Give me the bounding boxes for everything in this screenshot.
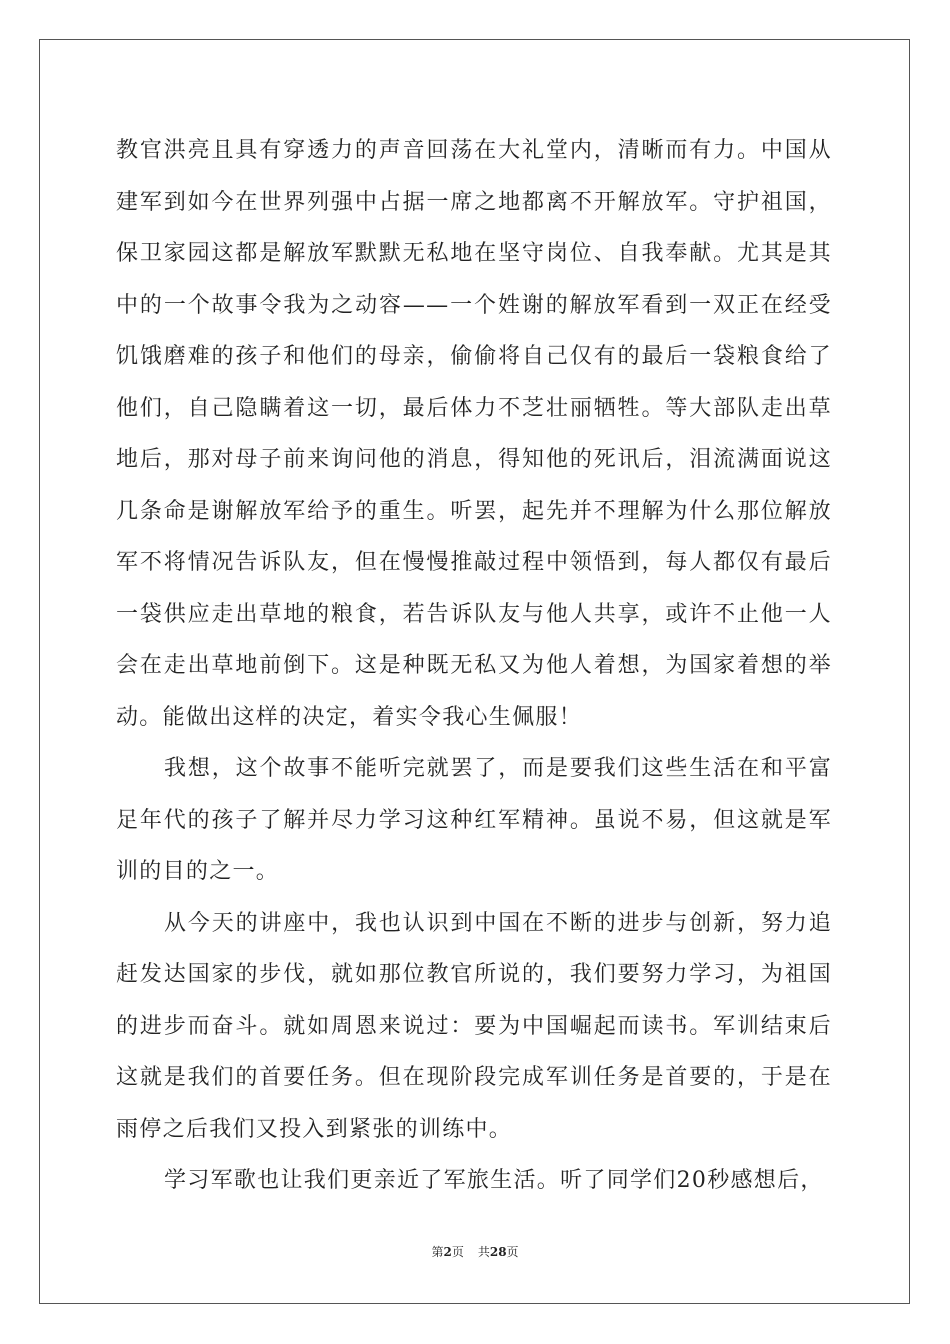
- page-number: 2: [443, 1245, 452, 1259]
- total-pages: 28: [489, 1245, 507, 1259]
- page-suffix: 页: [451, 1245, 464, 1259]
- paragraph-4: 学习军歌也让我们更亲近了军旅生活。听了同学们20秒感想后，: [164, 1168, 824, 1193]
- page-footer: [0, 1243, 950, 1260]
- paragraph-2: 我想，这个故事不能听完就罢了，而是要我们这些生活在和平富足年代的孩子了解并尽力学习这种红军精神。虽说不易，但这就是军训的目的之一。: [116, 756, 832, 884]
- total-prefix: 共: [477, 1245, 490, 1259]
- page-prefix: 第: [431, 1245, 444, 1259]
- document-body: [116, 125, 832, 1207]
- paragraph-1: 教官洪亮且具有穿透力的声音回荡在大礼堂内，清晰而有力。中国从建军到如今在世界列强中占据一席之地都离不开解放军。守护祖国，保卫家园这都是解放军默默无私地在坚守岗位、自我奉献。尤其是其中的一个故事令我为之动容——一个姓谢的解放军看到一双正在经受饥饿磨难的孩子和他们的母亲，偷偷将自己仅有的最后一袋粮食给了他们，自己隐瞒着这一切，最后体力不芝壮丽牺牲。等大部队走出草地后，那对母子前来询问他的消息，得知他的死讯后，泪流满面说这几条命是谢解放军给予的重生。听罢，起先并不理解为什么那位解放军不将情况告诉队友，但在慢慢推敲过程中领悟到，每人都仅有最后一袋供应走出草地的粮食，若告诉队友与他人共享，或许不止他一人会在走出草地前倒下。这是种既无私又为他人着想，为国家着想的举动。能做出这样的决定，着实令我心生佩服！: [116, 138, 832, 730]
- total-suffix: 页: [506, 1245, 519, 1259]
- paragraph-3: 从今天的讲座中，我也认识到中国在不断的进步与创新，努力追赶发达国家的步伐，就如那位教官所说的，我们要努力学习，为祖国的进步而奋斗。就如周恩来说过：要为中国崛起而读书。军训结束后这就是我们的首要任务。但在现阶段完成军训任务是首要的，于是在雨停之后我们又投入到紧张的训练中。: [116, 910, 832, 1142]
